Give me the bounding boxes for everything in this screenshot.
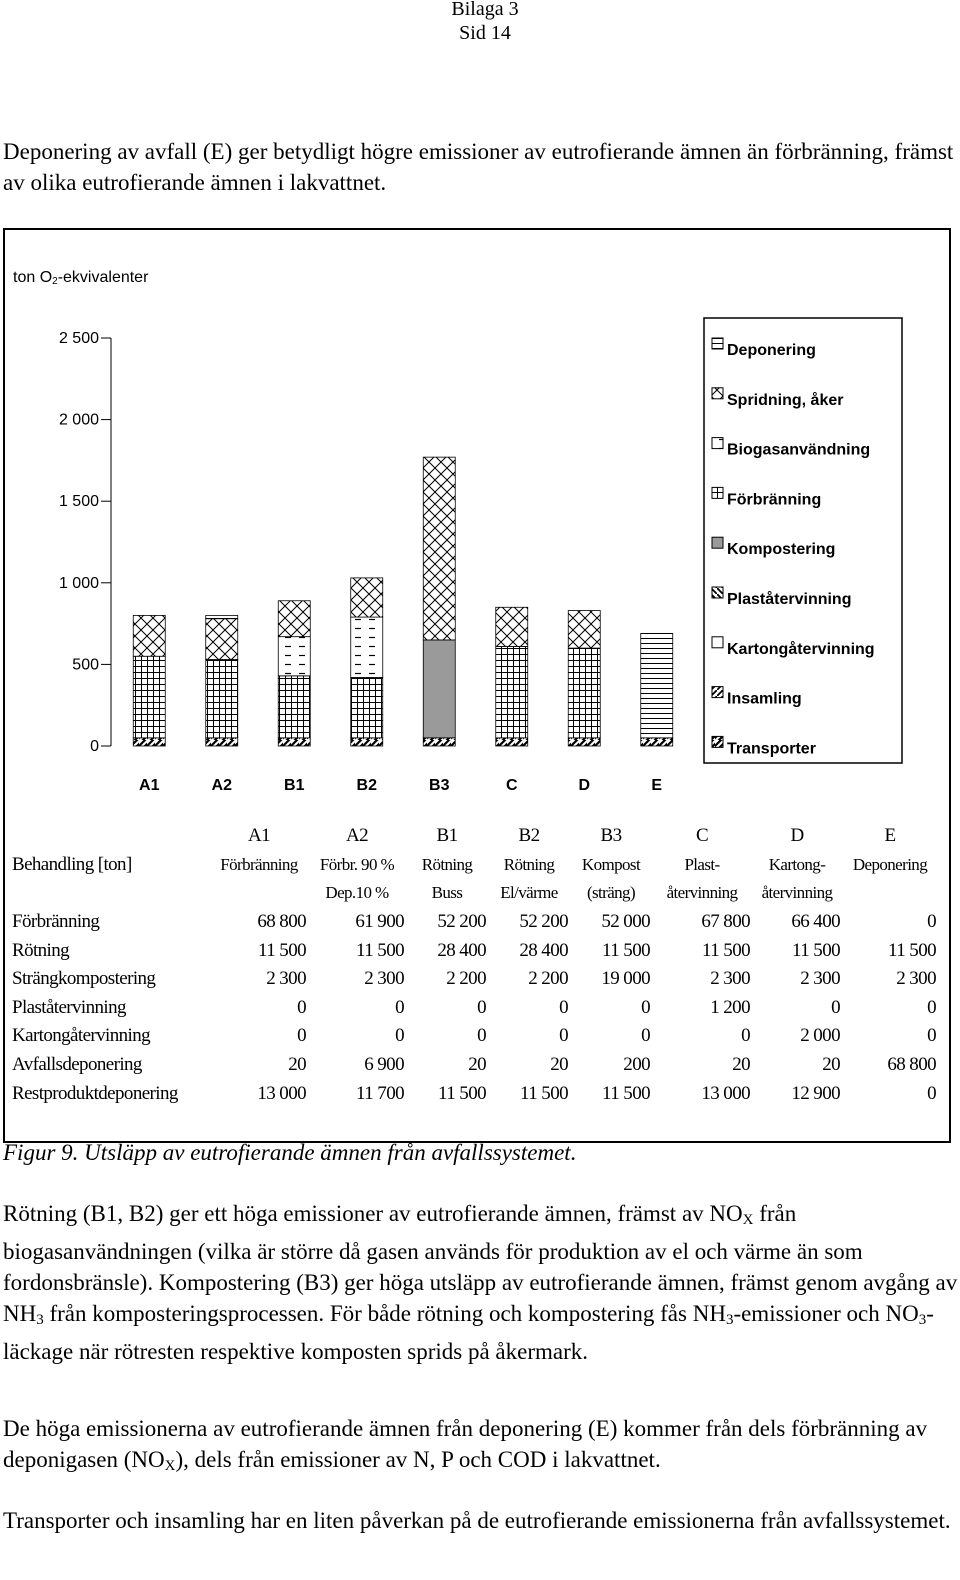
x-tick-label: C	[505, 777, 518, 794]
column-code: B1	[436, 825, 458, 847]
y-axis-label: ton O2-ekvivalenter	[13, 269, 149, 287]
column-desc-2: (sträng)	[586, 883, 636, 903]
table-row	[12, 822, 938, 851]
table-cell: 13 000	[701, 1082, 750, 1104]
figure-caption: Figur 9. Utsläpp av eutrofierande ämnen från avfallssystemet.	[3, 1140, 577, 1165]
bar-segment-b1-forbr	[278, 676, 310, 738]
legend-swatch-kartong	[712, 637, 723, 648]
table-cell: 0	[927, 1082, 936, 1104]
table-cell: 0	[641, 1025, 650, 1047]
table-cell: 1 200	[710, 996, 750, 1018]
page-header-appendix: Bilaga 3	[451, 0, 519, 20]
y-tick-label: 500	[72, 656, 99, 674]
column-desc-2	[210, 879, 308, 908]
paragraph-deponering: De höga emissionerna av eutrofierande ämnen från deponering (E) kommer från dels förbränning av deponigasen $(NO_X)$, dels från emissioner av N, P och COD i lakvattnet.	[3, 1416, 928, 1474]
column-desc-2: återvinning	[666, 883, 738, 903]
legend-swatch-deponering	[712, 338, 723, 349]
column-desc: Rötning	[503, 854, 555, 874]
row-label: Kartongåtervinning	[12, 1025, 150, 1047]
table-cell: 52 000	[601, 911, 650, 933]
table-row	[12, 908, 938, 937]
column-desc: Plast-	[684, 854, 720, 874]
bar-segment-d-spridning	[568, 611, 600, 649]
table-cell: 11 500	[702, 939, 750, 961]
page-header-page: Sid 14	[459, 22, 511, 44]
column-desc: Rötning	[421, 854, 473, 874]
legend-label: Kompostering	[727, 541, 836, 559]
table-cell: 0	[927, 1025, 936, 1047]
table-cell: 68 800	[887, 1054, 936, 1076]
legend-label: Biogasanvändning	[727, 441, 871, 459]
bar-segment-a1-transport	[133, 738, 165, 746]
column-desc-2: El/värme	[500, 883, 558, 903]
column-desc-2: Dep.10 %	[325, 883, 389, 903]
table-row	[12, 994, 938, 1023]
table-row	[12, 879, 938, 908]
column-desc: Deponering	[852, 854, 928, 874]
y-tick-label: 2 000	[58, 411, 99, 429]
table-cell: 0	[395, 996, 404, 1018]
table-cell: 28 400	[437, 939, 486, 961]
table-cell: 20	[550, 1054, 568, 1076]
table-cell: 0	[297, 1025, 306, 1047]
bar-segment-b3-transport	[423, 738, 455, 746]
table-cell: 11 500	[792, 939, 840, 961]
bar-segment-d-forbr	[568, 648, 600, 738]
table-row	[12, 936, 938, 965]
bar-segment-a2-spridning	[206, 619, 238, 660]
table-cell: 2 200	[446, 968, 486, 990]
table-cell: 0	[927, 911, 936, 933]
column-desc: Kompost	[581, 854, 641, 874]
intro-paragraph: Deponering av avfall (E) ger betydligt högre emissioner av eutrofierande ämnen än förbränning, främst av olika eutrofierande ämnen i lakvattnet.	[3, 139, 954, 195]
row-label: Strängkompostering	[12, 968, 156, 990]
row-label: Plaståtervinning	[12, 996, 126, 1018]
table-cell: 0	[927, 996, 936, 1018]
bar-segment-a1-spridning	[133, 615, 165, 656]
table-spacer	[12, 879, 210, 908]
table-cell: 0	[477, 1025, 486, 1047]
legend-swatch-plast	[712, 587, 723, 598]
table-cell: 11 500	[602, 939, 650, 961]
table-cell: 12 900	[791, 1082, 840, 1104]
y-tick-label: 2 500	[58, 330, 99, 347]
table-label-header: Behandling [ton]	[12, 853, 132, 875]
bar-segment-b2-forbr	[351, 677, 383, 737]
table-row	[12, 1051, 938, 1080]
column-desc-2	[842, 879, 938, 908]
table-cell: 11 500	[520, 1082, 568, 1104]
row-label: Restproduktdeponering	[12, 1082, 178, 1104]
table-cell: 0	[831, 996, 840, 1018]
bar-segment-c-forbr	[496, 646, 528, 737]
legend-swatch-transport	[712, 736, 723, 747]
column-code: C	[695, 825, 709, 847]
bar-segment-b2-spridning	[351, 578, 383, 617]
table-cell: 20	[822, 1054, 840, 1076]
column-desc: Kartong-	[768, 854, 826, 874]
x-tick-label: B3	[429, 777, 450, 794]
x-tick-label: A2	[211, 777, 232, 794]
legend-label: Kartongåtervinning	[727, 640, 875, 658]
table-cell: 11 700	[356, 1082, 404, 1104]
table-cell: 2 300	[800, 968, 840, 990]
y-tick-label: 0	[90, 738, 99, 755]
x-tick-label: B2	[356, 777, 377, 794]
column-code: A2	[345, 825, 369, 847]
y-tick-label: 1 000	[58, 574, 99, 592]
table-cell: 20	[732, 1054, 750, 1076]
legend-swatch-kompost	[712, 537, 723, 548]
table-cell: 11 500	[602, 1082, 650, 1104]
legend-swatch-biogas	[712, 438, 723, 449]
table-cell: 68 800	[257, 911, 306, 933]
bar-segment-b3-kompost	[423, 640, 455, 738]
table-cell: 11 500	[438, 1082, 486, 1104]
column-code: E	[884, 825, 896, 847]
x-tick-label: D	[578, 777, 591, 794]
table-cell: 20	[288, 1054, 306, 1076]
table-cell: 0	[477, 996, 486, 1018]
table-cell: 2 300	[896, 968, 936, 990]
paragraph-transporter: Transporter och insamling har en liten påverkan på de eutrofierande emissionerna från avfallssystemet.	[3, 1508, 951, 1533]
column-desc: Förbr. 90 %	[319, 854, 395, 874]
table-cell: 0	[297, 996, 306, 1018]
table-cell: 200	[623, 1054, 650, 1076]
column-code: A1	[247, 825, 271, 847]
table-row	[12, 1079, 938, 1108]
row-label: Förbränning	[12, 911, 100, 933]
table-corner	[12, 822, 210, 851]
legend-label: Plaståtervinning	[727, 591, 852, 608]
table-cell: 66 400	[791, 911, 840, 933]
x-tick-label: A1	[139, 777, 160, 794]
table-cell: 2 000	[800, 1025, 840, 1047]
paragraph-rotning: Rötning (B1, B2) ger ett höga emissioner av eutrofierande ämnen, främst av $NO_X$ från biogasanvändningen (vilka är större då gasen används för produktion av el och värme än som fordonsbränsle). Kompostering (B3) ger höga utsläpp av eutrofierande ämnen, främst genom avgång av $NH_3$ från komposteringsprocessen. För både rötning och kompostering fås $NH_3$-emissioner och $NO_3$-läckage när rötresten respektive komposten sprids på åkermark.	[3, 1201, 958, 1364]
row-label: Rötning	[12, 939, 70, 961]
bar-segment-b1-spridning	[278, 601, 310, 637]
table-cell: 2 300	[364, 968, 404, 990]
bar-segment-a1-forbr	[133, 656, 165, 738]
table-cell: 0	[741, 1025, 750, 1047]
stacked-bar-chart	[3, 228, 951, 818]
table-cell: 52 200	[437, 911, 486, 933]
column-code: B3	[600, 825, 622, 847]
table-cell: 0	[559, 996, 568, 1018]
table-cell: 0	[559, 1025, 568, 1047]
table-cell: 11 500	[258, 939, 306, 961]
table-cell: 0	[641, 996, 650, 1018]
bar-segment-e-deponering	[641, 633, 673, 737]
table-cell: 20	[468, 1054, 486, 1076]
bar-segment-b2-biogas	[351, 617, 383, 677]
table-cell: 52 200	[519, 911, 568, 933]
legend-label: Insamling	[727, 690, 802, 708]
legend-label: Deponering	[727, 342, 816, 359]
bar-segment-d-transport	[568, 738, 600, 746]
legend-label: Transporter	[727, 740, 816, 758]
table-cell: 0	[395, 1025, 404, 1047]
bar-segment-a2-transport	[206, 738, 238, 746]
table-cell: 2 200	[528, 968, 568, 990]
x-tick-label: E	[651, 777, 663, 794]
legend-label: Förbränning	[727, 491, 822, 509]
bar-segment-e-transport	[641, 738, 673, 746]
table-row	[12, 851, 938, 880]
table-cell: 11 500	[356, 939, 404, 961]
treatment-table	[12, 822, 938, 1108]
table-row	[12, 965, 938, 994]
legend-swatch-insamling	[712, 687, 723, 698]
legend-swatch-spridning	[712, 388, 723, 399]
bar-segment-b2-transport	[351, 738, 383, 746]
bar-segment-b1-transport	[278, 738, 310, 746]
column-desc: Förbränning	[220, 854, 298, 874]
bar-segment-b3-spridning	[423, 457, 455, 640]
column-desc-2: återvinning	[761, 883, 833, 903]
column-code: D	[790, 825, 804, 847]
table-cell: 11 500	[888, 939, 936, 961]
y-tick-label: 1 500	[58, 493, 99, 511]
bar-segment-c-spridning	[496, 607, 528, 646]
column-code: B2	[518, 825, 540, 847]
row-label: Avfallsdeponering	[12, 1054, 142, 1076]
table-cell: 28 400	[519, 939, 568, 961]
table-cell: 2 300	[710, 968, 750, 990]
table-cell: 19 000	[601, 968, 650, 990]
bar-segment-a2-deponering	[206, 615, 238, 618]
table-cell: 61 900	[355, 911, 404, 933]
table-cell: 67 800	[701, 911, 750, 933]
table-row	[12, 1022, 938, 1051]
bar-segment-a2-forbr	[206, 660, 238, 738]
legend-swatch-forbr	[712, 487, 723, 498]
bar-segment-c-transport	[496, 738, 528, 746]
table-cell: 6 900	[364, 1054, 404, 1076]
legend-label: Spridning, åker	[727, 391, 844, 409]
table-cell: 2 300	[266, 968, 306, 990]
x-tick-label: B1	[284, 777, 305, 794]
bar-segment-b1-biogas	[278, 637, 310, 676]
column-desc-2: Buss	[431, 883, 463, 903]
table-cell: 13 000	[257, 1082, 306, 1104]
